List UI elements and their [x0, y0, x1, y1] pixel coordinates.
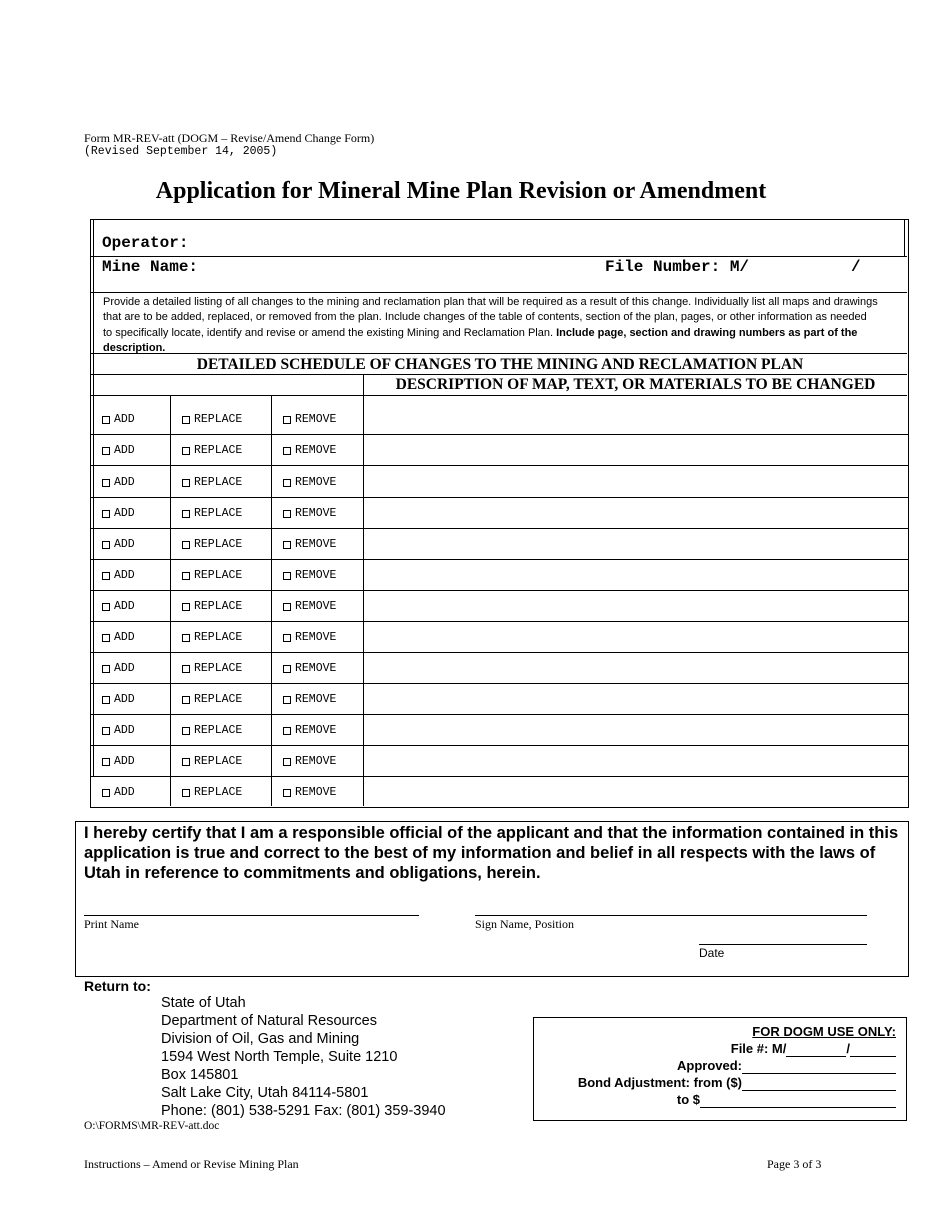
- checkbox-column-border: [170, 395, 171, 806]
- checkbox-icon: [283, 541, 291, 549]
- remove-checkbox[interactable]: [283, 435, 336, 466]
- remove-label: REMOVE: [295, 507, 337, 520]
- change-row: [91, 498, 908, 529]
- file-number-field[interactable]: [770, 258, 850, 280]
- replace-checkbox[interactable]: [182, 529, 242, 560]
- change-row: [91, 529, 908, 560]
- row-divider: [91, 465, 908, 466]
- add-label: ADD: [114, 507, 135, 520]
- dogm-heading: [752, 1023, 896, 1040]
- remove-checkbox[interactable]: [283, 684, 336, 715]
- dogm-file-field-2[interactable]: [850, 1042, 896, 1057]
- replace-label: REPLACE: [194, 538, 243, 551]
- replace-label: REPLACE: [194, 724, 243, 737]
- print-name-field[interactable]: [84, 893, 419, 915]
- remove-checkbox[interactable]: [283, 529, 336, 560]
- checkbox-icon: [102, 696, 110, 704]
- schedule-heading: DETAILED SCHEDULE OF CHANGES TO THE MINING AND RECLAMATION PLAN: [196, 356, 804, 373]
- add-label: ADD: [114, 631, 135, 644]
- dogm-approved-field[interactable]: [742, 1059, 896, 1074]
- table-double-border-right: [904, 219, 905, 257]
- replace-checkbox[interactable]: [182, 622, 242, 653]
- replace-checkbox[interactable]: [182, 746, 242, 777]
- add-checkbox[interactable]: [102, 746, 135, 777]
- checkbox-icon: [283, 603, 291, 611]
- remove-checkbox[interactable]: [283, 622, 336, 653]
- print-name-line: [84, 915, 419, 916]
- replace-checkbox[interactable]: [182, 715, 242, 746]
- operator-field[interactable]: [205, 232, 895, 254]
- checkbox-icon: [182, 510, 190, 518]
- remove-label: REMOVE: [295, 476, 337, 489]
- checkbox-icon: [102, 479, 110, 487]
- add-label: ADD: [114, 755, 135, 768]
- add-checkbox[interactable]: [102, 435, 135, 466]
- add-checkbox[interactable]: [102, 684, 135, 715]
- form-id: Form MR-REV-att (DOGM – Revise/Amend Change Form): [84, 131, 375, 145]
- replace-checkbox[interactable]: [182, 560, 242, 591]
- address-line: State of Utah: [161, 995, 246, 1011]
- table-divider: [90, 256, 907, 257]
- replace-checkbox[interactable]: [182, 591, 242, 622]
- add-checkbox[interactable]: [102, 404, 135, 435]
- add-label: ADD: [114, 476, 135, 489]
- remove-label: REMOVE: [295, 755, 337, 768]
- dogm-bond-row: [578, 1074, 896, 1091]
- dogm-to-field[interactable]: [700, 1093, 896, 1108]
- remove-label: REMOVE: [295, 413, 337, 426]
- description-field[interactable]: [364, 653, 907, 684]
- table-divider: [90, 395, 907, 396]
- file-number-label: File Number: M/: [605, 258, 750, 276]
- remove-checkbox[interactable]: [283, 591, 336, 622]
- add-label: ADD: [114, 786, 135, 799]
- add-label: ADD: [114, 693, 135, 706]
- return-address: [161, 994, 446, 1120]
- table-divider: [90, 292, 907, 293]
- description-field[interactable]: [364, 777, 907, 808]
- dogm-use-only-box: [533, 1017, 907, 1121]
- replace-label: REPLACE: [194, 693, 243, 706]
- return-to-label: Return to:: [84, 978, 151, 994]
- description-field[interactable]: [364, 498, 907, 529]
- row-divider: [91, 807, 908, 808]
- add-checkbox[interactable]: [102, 715, 135, 746]
- description-field[interactable]: [364, 560, 907, 591]
- change-row: [91, 653, 908, 684]
- replace-checkbox[interactable]: [182, 653, 242, 684]
- instructions-bold: Include page, section and drawing numbers as part of the description.: [103, 326, 858, 354]
- add-checkbox[interactable]: [102, 560, 135, 591]
- add-label: ADD: [114, 724, 135, 737]
- remove-label: REMOVE: [295, 631, 337, 644]
- remove-label: REMOVE: [295, 693, 337, 706]
- add-checkbox[interactable]: [102, 591, 135, 622]
- add-label: ADD: [114, 538, 135, 551]
- checkbox-icon: [102, 634, 110, 642]
- change-row: [91, 622, 908, 653]
- replace-label: REPLACE: [194, 662, 243, 675]
- dogm-bond-field[interactable]: [742, 1076, 896, 1091]
- remove-checkbox[interactable]: [283, 715, 336, 746]
- sign-name-line: [475, 915, 867, 916]
- replace-label: REPLACE: [194, 600, 243, 613]
- remove-checkbox[interactable]: [283, 746, 336, 777]
- file-number-slash: /: [851, 258, 861, 276]
- date-label: Date: [699, 946, 725, 960]
- description-heading: DESCRIPTION OF MAP, TEXT, OR MATERIALS TO BE CHANGED: [395, 376, 876, 393]
- dogm-to-label: to $: [676, 1092, 700, 1107]
- change-row: [91, 560, 908, 591]
- change-row: [91, 746, 908, 777]
- checkbox-icon: [102, 758, 110, 766]
- remove-label: REMOVE: [295, 724, 337, 737]
- replace-checkbox[interactable]: [182, 467, 242, 498]
- checkbox-column-border: [271, 395, 272, 806]
- description-field[interactable]: [364, 467, 907, 498]
- checkbox-icon: [182, 696, 190, 704]
- replace-label: REPLACE: [194, 413, 243, 426]
- address-line: Salt Lake City, Utah 84114-5801: [161, 1085, 369, 1101]
- checkbox-icon: [182, 416, 190, 424]
- remove-checkbox[interactable]: [283, 467, 336, 498]
- change-row: [91, 467, 908, 498]
- remove-checkbox[interactable]: [283, 404, 336, 435]
- replace-label: REPLACE: [194, 507, 243, 520]
- checkbox-icon: [102, 665, 110, 673]
- address-line: Division of Oil, Gas and Mining: [161, 1031, 360, 1047]
- description-field[interactable]: [364, 684, 907, 715]
- checkbox-icon: [102, 789, 110, 797]
- checkbox-icon: [182, 634, 190, 642]
- checkbox-icon: [182, 479, 190, 487]
- add-checkbox[interactable]: [102, 467, 135, 498]
- add-checkbox[interactable]: [102, 622, 135, 653]
- dogm-file-row: [731, 1040, 896, 1057]
- description-field[interactable]: [364, 622, 907, 653]
- dogm-bond-label: Bond Adjustment: from ($): [577, 1075, 742, 1090]
- checkbox-icon: [283, 665, 291, 673]
- dogm-to-row: [677, 1091, 896, 1108]
- checkbox-icon: [283, 510, 291, 518]
- mine-name-field[interactable]: [215, 258, 595, 280]
- add-checkbox[interactable]: [102, 498, 135, 529]
- checkbox-icon: [102, 603, 110, 611]
- remove-checkbox[interactable]: [283, 653, 336, 684]
- checkbox-icon: [102, 416, 110, 424]
- table-divider: [90, 374, 907, 375]
- checkbox-icon: [182, 541, 190, 549]
- change-row: [91, 777, 908, 808]
- add-label: ADD: [114, 662, 135, 675]
- add-checkbox[interactable]: [102, 777, 135, 808]
- remove-label: REMOVE: [295, 600, 337, 613]
- remove-checkbox[interactable]: [283, 777, 336, 808]
- checkbox-icon: [283, 416, 291, 424]
- add-label: ADD: [114, 569, 135, 582]
- remove-checkbox[interactable]: [283, 498, 336, 529]
- change-row: [91, 684, 908, 715]
- checkbox-icon: [283, 789, 291, 797]
- checkbox-icon: [182, 447, 190, 455]
- checkbox-icon: [283, 758, 291, 766]
- add-checkbox[interactable]: [102, 653, 135, 684]
- description-field[interactable]: [364, 591, 907, 622]
- checkbox-icon: [182, 789, 190, 797]
- checkbox-icon: [182, 727, 190, 735]
- description-field[interactable]: [364, 746, 907, 777]
- revised-date: (Revised September 14, 2005): [84, 145, 278, 158]
- address-line: Box 145801: [161, 1067, 239, 1083]
- replace-label: REPLACE: [194, 755, 243, 768]
- checkbox-icon: [102, 510, 110, 518]
- replace-label: REPLACE: [194, 476, 243, 489]
- dogm-file-field[interactable]: [786, 1042, 846, 1057]
- remove-label: REMOVE: [295, 569, 337, 582]
- add-label: ADD: [114, 413, 135, 426]
- description-field[interactable]: [364, 435, 907, 466]
- description-field[interactable]: [364, 529, 907, 560]
- checkbox-icon: [182, 758, 190, 766]
- checkbox-icon: [283, 696, 291, 704]
- remove-label: REMOVE: [295, 662, 337, 675]
- address-line: Department of Natural Resources: [161, 1013, 377, 1029]
- checkbox-icon: [283, 572, 291, 580]
- address-line: 1594 West North Temple, Suite 1210: [161, 1049, 398, 1065]
- sign-name-label: Sign Name, Position: [475, 917, 575, 931]
- replace-checkbox[interactable]: [182, 435, 242, 466]
- replace-checkbox[interactable]: [182, 777, 242, 808]
- checkbox-icon: [182, 603, 190, 611]
- dogm-heading-text: FOR DOGM USE ONLY:: [752, 1024, 896, 1039]
- print-name-label: Print Name: [84, 917, 139, 931]
- instructions: [103, 295, 878, 356]
- replace-label: REPLACE: [194, 786, 243, 799]
- replace-label: REPLACE: [194, 569, 243, 582]
- page-title: Application for Mineral Mine Plan Revision or Amendment: [155, 178, 767, 204]
- dogm-file-label: File #: M/: [730, 1041, 787, 1056]
- dogm-file-slash: /: [846, 1041, 850, 1056]
- remove-label: REMOVE: [295, 538, 337, 551]
- remove-checkbox[interactable]: [283, 560, 336, 591]
- description-field[interactable]: [364, 715, 907, 746]
- dogm-approved-row: [677, 1057, 896, 1074]
- checkbox-icon: [283, 634, 291, 642]
- checkbox-icon: [102, 727, 110, 735]
- date-field[interactable]: [699, 922, 867, 944]
- checkbox-icon: [102, 572, 110, 580]
- change-row: [91, 404, 908, 435]
- replace-checkbox[interactable]: [182, 404, 242, 435]
- checkbox-icon: [182, 572, 190, 580]
- mine-name-label: Mine Name:: [102, 258, 199, 276]
- replace-checkbox[interactable]: [182, 684, 242, 715]
- description-field[interactable]: [364, 404, 907, 435]
- remove-label: REMOVE: [295, 444, 337, 457]
- add-checkbox[interactable]: [102, 529, 135, 560]
- certification-text: I hereby certify that I am a responsible official of the applicant and that the information contained in this application is true and correct to the best of my information and belief in all respects with the laws of Utah in reference to commitments and obligations, herein.: [84, 824, 899, 882]
- add-label: ADD: [114, 600, 135, 613]
- dogm-approved-label: Approved:: [677, 1058, 742, 1073]
- replace-label: REPLACE: [194, 444, 243, 457]
- remove-label: REMOVE: [295, 786, 337, 799]
- checkbox-icon: [283, 727, 291, 735]
- checkbox-icon: [283, 479, 291, 487]
- footer-left: Instructions – Amend or Revise Mining Plan: [84, 1157, 299, 1171]
- address-line: Phone: (801) 538-5291 Fax: (801) 359-3940: [161, 1103, 446, 1119]
- replace-checkbox[interactable]: [182, 498, 242, 529]
- change-row: [91, 715, 908, 746]
- sign-name-field[interactable]: [475, 893, 867, 915]
- instructions-text: Provide a detailed listing of all changes to the mining and reclamation plan that will be required as a result of this change. Individually list all maps and drawings that are to be added, replaced, or removed from the plan. Include changes of the table of contents, section of the plan, pages, or other information as needed to specifically locate, identify and revise or amend the existing Mining and Reclamation Plan.: [103, 296, 878, 339]
- checkbox-icon: [102, 541, 110, 549]
- checkbox-icon: [182, 665, 190, 673]
- operator-label: Operator:: [102, 234, 189, 252]
- change-row: [91, 435, 908, 466]
- file-path: O:\FORMS\MR-REV-att.doc: [84, 1120, 220, 1132]
- change-row: [91, 591, 908, 622]
- add-label: ADD: [114, 444, 135, 457]
- replace-label: REPLACE: [194, 631, 243, 644]
- page-number: Page 3 of 3: [767, 1157, 822, 1171]
- date-line: [699, 944, 867, 945]
- checkbox-icon: [102, 447, 110, 455]
- checkbox-icon: [283, 447, 291, 455]
